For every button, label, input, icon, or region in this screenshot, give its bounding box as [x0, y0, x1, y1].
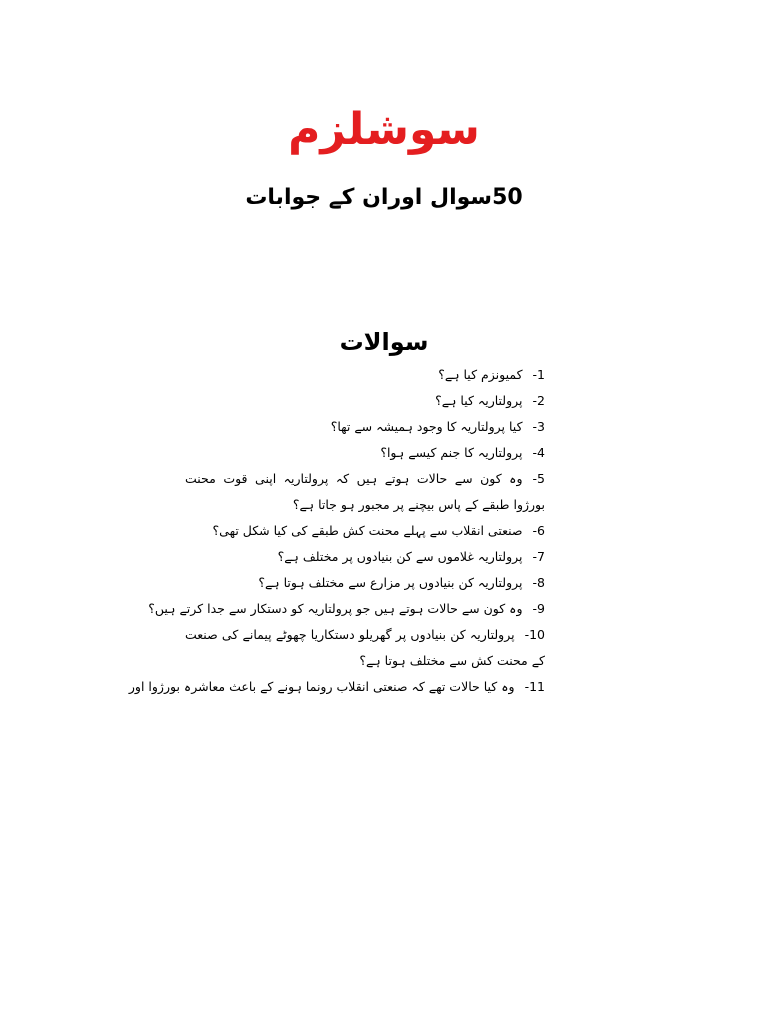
- question-item: [185, 414, 545, 440]
- question-text: وہ کون سے حالات ہوتے ہیں کہ پرولتاریہ اپنی قوت محنت بورژوا طبقے کے پاس بیچنے پر مجبور ہو جاتا ہے؟: [185, 471, 545, 512]
- question-text: پرولتاریہ کیا ہے؟: [435, 393, 523, 408]
- question-number: 6-: [532, 523, 545, 538]
- question-number: 3-: [532, 419, 545, 434]
- question-number: 4-: [532, 445, 545, 460]
- question-number: 5-: [532, 471, 545, 486]
- question-text: پرولتاریہ کن بنیادوں پر گھریلو دستکاریا چھوٹے پیمانے کی صنعت کے محنت کش سے مختلف ہوتا ہے؟: [185, 627, 545, 668]
- question-text: وہ کون سے حالات ہوتے ہیں جو پرولتاریہ کو دستکار سے جدا کرتے ہیں؟: [148, 601, 523, 616]
- question-number: 9-: [532, 601, 545, 616]
- section-heading: سوالات: [339, 328, 429, 356]
- question-item: [185, 518, 545, 544]
- question-item: [185, 466, 545, 518]
- document-subtitle: 50سوال اوران کے جوابات: [245, 185, 523, 210]
- question-text: کیا پرولتاریہ کا وجود ہمیشہ سے تھا؟: [330, 419, 523, 434]
- question-text: پرولتاریہ کن بنیادوں پر مزارع سے مختلف ہوتا ہے؟: [258, 575, 523, 590]
- question-text: پرولتاریہ کا جنم کیسے ہوا؟: [380, 445, 523, 460]
- question-number: 1-: [532, 367, 545, 382]
- question-number: 7-: [532, 549, 545, 564]
- document-title: سوشلزم: [288, 104, 480, 155]
- question-number: 11-: [524, 679, 545, 694]
- question-item: [185, 388, 545, 414]
- question-item: [185, 440, 545, 466]
- question-item: [185, 622, 545, 674]
- question-number: 8-: [532, 575, 545, 590]
- question-text: پرولتاریہ غلاموں سے کن بنیادوں پر مختلف ہے؟: [277, 549, 523, 564]
- question-item: [148, 596, 545, 622]
- question-list: [128, 362, 545, 700]
- question-text: کمیونزم کیا ہے؟: [438, 367, 523, 382]
- question-text: صنعتی انقلاب سے پہلے محنت کش طبقے کی کیا شکل تھی؟: [212, 523, 523, 538]
- question-item: [185, 570, 545, 596]
- question-text: وہ کیا حالات تھے کہ صنعتی انقلاب رونما ہونے کے باعث معاشرہ بورژوا اور: [128, 679, 515, 694]
- question-item: [128, 674, 545, 700]
- question-number: 10-: [524, 627, 545, 642]
- question-item: [185, 544, 545, 570]
- question-item: [185, 362, 545, 388]
- question-number: 2-: [532, 393, 545, 408]
